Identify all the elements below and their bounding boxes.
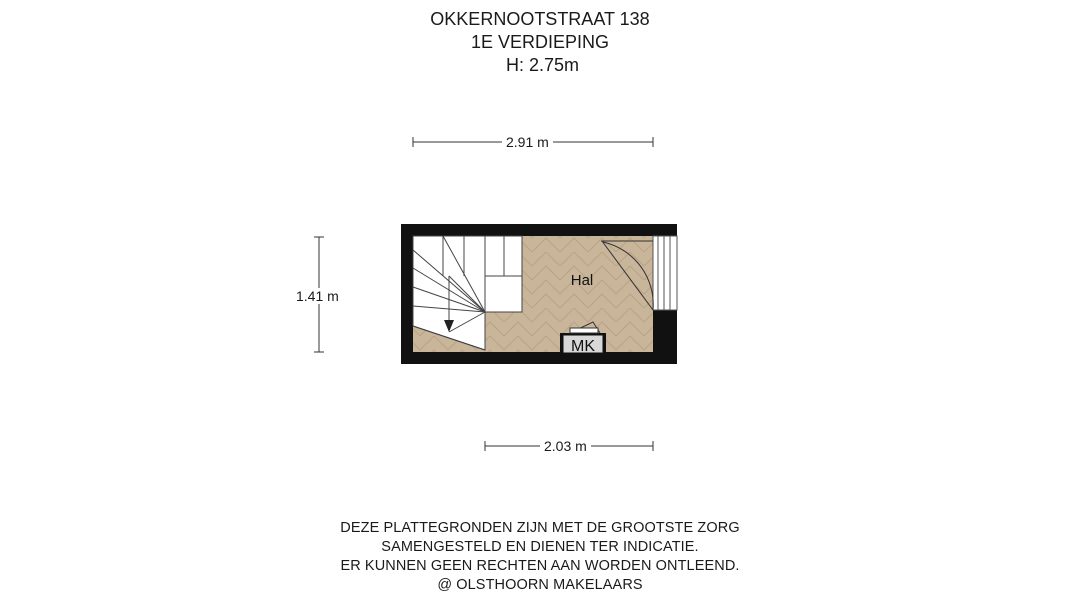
dimension-left-label: 1.41 m <box>292 288 343 304</box>
room-label-hal: Hal <box>570 272 594 289</box>
meterkast-label: MK <box>571 338 595 355</box>
dimension-top-label: 2.91 m <box>502 134 553 150</box>
floor-title: 1E VERDIEPING <box>470 32 610 52</box>
disclaimer <box>0 519 1080 595</box>
address-title: OKKERNOOTSTRAAT 138 <box>430 9 650 29</box>
disclaimer-line-4: @ OLSTHOORN MAKELAARS <box>437 577 643 593</box>
dimension-bottom-label: 2.03 m <box>540 438 591 454</box>
ceiling-height: H: 2.75m <box>505 55 580 75</box>
disclaimer-line-2: SAMENGESTELD EN DIENEN TER INDICATIE. <box>381 539 699 555</box>
disclaimer-line-1: DEZE PLATTEGRONDEN ZIJN MET DE GROOTSTE ZORG <box>340 520 740 536</box>
disclaimer-line-3: ER KUNNEN GEEN RECHTEN AAN WORDEN ONTLEEND. <box>340 558 740 574</box>
window <box>653 236 677 310</box>
